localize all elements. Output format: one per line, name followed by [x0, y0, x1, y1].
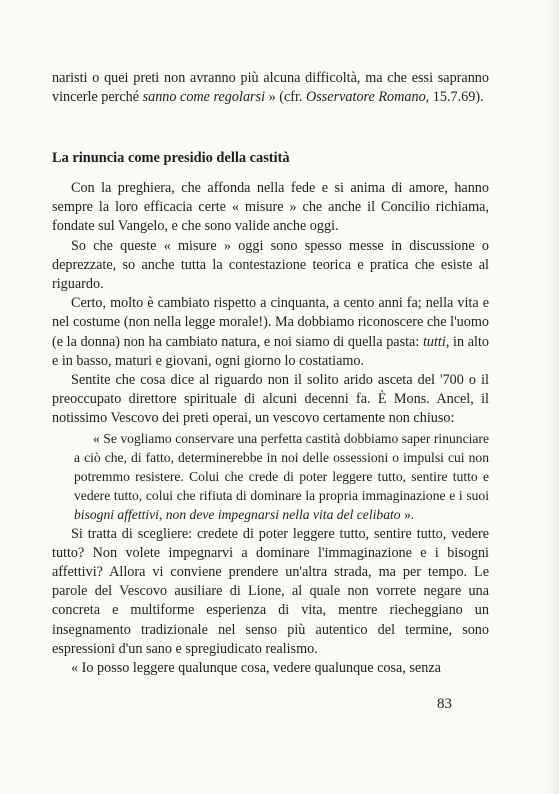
section-heading: La rinuncia come presidio della castità — [52, 150, 290, 166]
italic-phrase: sanno come regolarsi — [142, 89, 266, 106]
paragraph-5: Si tratta di scegliere: credete di poter leggere tutto, sentire tutto, vedere tutto? Non volete impegnarvi a dominare l'immaginazione e i bisogni affettivi? Allora vi conviene prendere un'altra strada, ma per tempo. Le parole del Vescovo ausiliare di Lione, al quale non vorrete negare una concreta e multiforme esperienza di vita, mentre riecheggiano un insegnamento tradizionale nel senso più autentico del termine, sono espressioni d'un sano e spregiudicato realismo. — [52, 525, 489, 657]
body-text — [52, 179, 489, 678]
source-title: Osservatore Romano, — [306, 89, 430, 106]
quote-1: « Se vogliamo conservare una perfetta castità dobbiamo saper rinunciare a ciò che, di fatto, determinerebbe in noi delle ossessioni o impulsi cui non potremmo resistere. Colui che crede di poter leggere tutto, sentire tutto e vedere tutto, colui che rifiuta di dominare la propria immaginazione e i suoi bisogni affettivi, non deve impegnarsi nella vita del celibato ». — [74, 430, 489, 523]
continuation-paragraph: naristi o quei preti non avranno più alcuna difficoltà, ma che essi sapranno vincerle perché sanno come regolarsi » (cfr. Osservatore Romano, 15.7.69). — [52, 70, 489, 106]
quote-2: « Io posso leggere qualunque cosa, vedere qualunque cosa, senza — [71, 660, 441, 677]
page-number: 83 — [437, 696, 452, 712]
paragraph-1: Con la preghiera, che affonda nella fede e si anima di amore, hanno sempre la loro efficacia certe « misure » che anche il Concilio richiama, fondate sul Vangelo, e che sono valide anche oggi. — [52, 180, 489, 235]
paragraph-2: So che queste « misure » oggi sono spesso messe in discussione o deprezzate, so anche tutta la contestazione teorica e pratica che esiste al riguardo. — [52, 237, 489, 293]
paragraph-4: Sentite che cosa dice al riguardo non il solito arido asceta del '700 o il preoccupato direttore spirituale di alcuni decenni fa. È Mons. Ancel, il notissimo Vescovo dei preti operai, un vescovo certamente non chiuso: — [52, 372, 489, 427]
page-edge-shadow — [545, 0, 559, 794]
continuation-text — [52, 69, 489, 107]
paragraph-3: Certo, molto è cambiato rispetto a cinquanta, a cento anni fa; nella vita e nel costume (non nella legge morale!). Ma dobbiamo riconoscere che l'uomo (e la donna) non ha cambiato natura, e noi siamo di quella pasta: tutti, in alto e in basso, maturi e giovani, ogni giorno lo costatiamo. — [52, 295, 489, 369]
